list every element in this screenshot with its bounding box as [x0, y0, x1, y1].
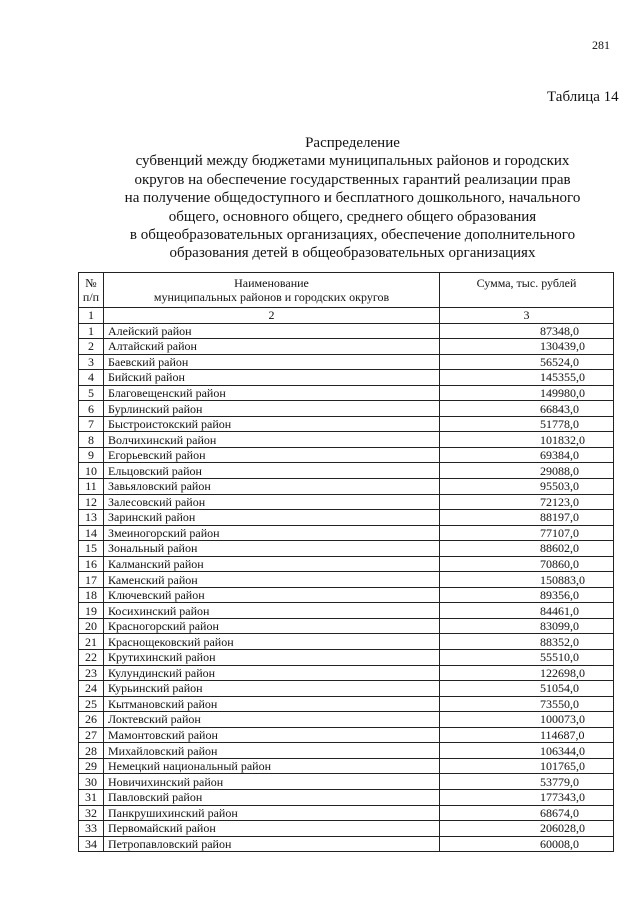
district-name-cell: Благовещенский район	[104, 385, 440, 401]
row-number-cell: 23	[79, 665, 104, 681]
table-row	[79, 618, 614, 634]
distribution-table	[78, 272, 614, 852]
table-row	[79, 354, 614, 370]
row-number-cell: 1	[79, 323, 104, 339]
district-name-cell: Калманский район	[104, 556, 440, 572]
sum-cell: 95503,0	[440, 479, 614, 495]
row-number-cell: 22	[79, 650, 104, 666]
row-number-cell: 4	[79, 370, 104, 386]
table-row	[79, 416, 614, 432]
row-number-cell: 5	[79, 385, 104, 401]
sum-cell: 66843,0	[440, 401, 614, 417]
sum-cell: 88602,0	[440, 541, 614, 557]
title-line: в общеобразовательных организациях, обеспечение дополнительного	[129, 227, 576, 244]
column-index-cell: 3	[440, 308, 614, 324]
header-number-line2: п/п	[82, 290, 100, 304]
sum-cell: 130439,0	[440, 339, 614, 355]
table-row	[79, 447, 614, 463]
district-name-cell: Бурлинский район	[104, 401, 440, 417]
sum-cell: 73550,0	[440, 696, 614, 712]
row-number-cell: 30	[79, 774, 104, 790]
district-name-cell: Краснощековский район	[104, 634, 440, 650]
row-number-cell: 33	[79, 821, 104, 837]
row-number-cell: 31	[79, 789, 104, 805]
column-index-cell: 2	[104, 308, 440, 324]
table-row	[79, 556, 614, 572]
table-row	[79, 494, 614, 510]
sum-cell: 70860,0	[440, 556, 614, 572]
sum-cell: 83099,0	[440, 618, 614, 634]
header-name-line2: муниципальных районов и городских округов	[153, 290, 390, 304]
sum-cell: 149980,0	[440, 385, 614, 401]
column-index-row	[79, 308, 614, 324]
district-name-cell: Алейский район	[104, 323, 440, 339]
row-number-cell: 6	[79, 401, 104, 417]
sum-cell: 89356,0	[440, 587, 614, 603]
row-number-cell: 21	[79, 634, 104, 650]
row-number-cell: 18	[79, 587, 104, 603]
sum-cell: 145355,0	[440, 370, 614, 386]
district-name-cell: Курьинский район	[104, 681, 440, 697]
title-line: округов на обеспечение государственных гарантий реализации прав	[134, 171, 571, 188]
district-name-cell: Баевский район	[104, 354, 440, 370]
table-row	[79, 479, 614, 495]
row-number-cell: 28	[79, 743, 104, 759]
table-row	[79, 821, 614, 837]
table-row	[79, 572, 614, 588]
sum-cell: 114687,0	[440, 727, 614, 743]
row-number-cell: 13	[79, 510, 104, 526]
table-row	[79, 401, 614, 417]
table-row	[79, 836, 614, 852]
sum-cell: 77107,0	[440, 525, 614, 541]
sum-cell: 87348,0	[440, 323, 614, 339]
table-row	[79, 385, 614, 401]
sum-cell: 51778,0	[440, 416, 614, 432]
sum-cell: 55510,0	[440, 650, 614, 666]
sum-cell: 101765,0	[440, 758, 614, 774]
district-name-cell: Мамонтовский район	[104, 727, 440, 743]
row-number-cell: 24	[79, 681, 104, 697]
row-number-cell: 3	[79, 354, 104, 370]
row-number-cell: 26	[79, 712, 104, 728]
row-number-cell: 17	[79, 572, 104, 588]
sum-cell: 60008,0	[440, 836, 614, 852]
row-number-cell: 7	[79, 416, 104, 432]
table-row	[79, 510, 614, 526]
table-row	[79, 743, 614, 759]
table-row	[79, 681, 614, 697]
table-row	[79, 339, 614, 355]
sum-cell: 51054,0	[440, 681, 614, 697]
district-name-cell: Завьяловский район	[104, 479, 440, 495]
district-name-cell: Алтайский район	[104, 339, 440, 355]
district-name-cell: Красногорский район	[104, 618, 440, 634]
sum-cell: 100073,0	[440, 712, 614, 728]
district-name-cell: Крутихинский район	[104, 650, 440, 666]
table-row	[79, 665, 614, 681]
header-sum: Сумма, тыс. рублей	[440, 273, 614, 308]
document-title	[80, 134, 625, 263]
district-name-cell: Кулундинский район	[104, 665, 440, 681]
table-row	[79, 696, 614, 712]
row-number-cell: 20	[79, 618, 104, 634]
table-header-row	[79, 273, 614, 308]
district-name-cell: Михайловский район	[104, 743, 440, 759]
table-row	[79, 789, 614, 805]
table-row	[79, 370, 614, 386]
district-name-cell: Новичихинский район	[104, 774, 440, 790]
row-number-cell: 14	[79, 525, 104, 541]
district-name-cell: Змеиногорский район	[104, 525, 440, 541]
sum-cell: 177343,0	[440, 789, 614, 805]
row-number-cell: 19	[79, 603, 104, 619]
table-row	[79, 587, 614, 603]
page-number: 281	[592, 38, 610, 52]
table-row	[79, 463, 614, 479]
district-name-cell: Заринский район	[104, 510, 440, 526]
table-row	[79, 323, 614, 339]
sum-cell: 29088,0	[440, 463, 614, 479]
row-number-cell: 8	[79, 432, 104, 448]
sum-cell: 122698,0	[440, 665, 614, 681]
district-name-cell: Косихинский район	[104, 603, 440, 619]
table-label: Таблица 14	[547, 89, 619, 105]
district-name-cell: Волчихинский район	[104, 432, 440, 448]
table-row	[79, 712, 614, 728]
header-name-line1: Наименование	[234, 276, 309, 290]
table-row	[79, 650, 614, 666]
sum-cell: 101832,0	[440, 432, 614, 448]
row-number-cell: 10	[79, 463, 104, 479]
table-row	[79, 634, 614, 650]
district-name-cell: Каменский район	[104, 572, 440, 588]
district-name-cell: Локтевский район	[104, 712, 440, 728]
column-index-cell: 1	[79, 308, 104, 324]
sum-cell: 88197,0	[440, 510, 614, 526]
sum-cell: 72123,0	[440, 494, 614, 510]
sum-cell: 68674,0	[440, 805, 614, 821]
sum-cell: 88352,0	[440, 634, 614, 650]
row-number-cell: 11	[79, 479, 104, 495]
row-number-cell: 15	[79, 541, 104, 557]
table-row	[79, 525, 614, 541]
district-name-cell: Залесовский район	[104, 494, 440, 510]
district-name-cell: Быстроистокский район	[104, 416, 440, 432]
row-number-cell: 2	[79, 339, 104, 355]
district-name-cell: Панкрушихинский район	[104, 805, 440, 821]
row-number-cell: 25	[79, 696, 104, 712]
sum-cell: 56524,0	[440, 354, 614, 370]
row-number-cell: 32	[79, 805, 104, 821]
row-number-cell: 29	[79, 758, 104, 774]
title-line: образования детей в общеобразовательных организациях	[169, 245, 536, 262]
row-number-cell: 12	[79, 494, 104, 510]
sum-cell: 106344,0	[440, 743, 614, 759]
title-line: субвенций между бюджетами муниципальных районов и городских	[135, 153, 570, 170]
district-name-cell: Зональный район	[104, 541, 440, 557]
sum-cell: 206028,0	[440, 821, 614, 837]
sum-cell: 150883,0	[440, 572, 614, 588]
district-name-cell: Ельцовский район	[104, 463, 440, 479]
title-line: на получение общедоступного и бесплатного дошкольного, начального	[124, 190, 581, 207]
title-line: Распределение	[305, 135, 400, 151]
header-number	[79, 273, 104, 308]
header-name	[104, 273, 440, 308]
row-number-cell: 34	[79, 836, 104, 852]
district-name-cell: Павловский район	[104, 789, 440, 805]
sum-cell: 69384,0	[440, 447, 614, 463]
district-name-cell: Петропавловский район	[104, 836, 440, 852]
row-number-cell: 16	[79, 556, 104, 572]
table-row	[79, 727, 614, 743]
table-row	[79, 805, 614, 821]
table-row	[79, 541, 614, 557]
title-line: общего, основного общего, среднего общего образования	[168, 208, 537, 225]
district-name-cell: Немецкий национальный район	[104, 758, 440, 774]
sum-cell: 53779,0	[440, 774, 614, 790]
district-name-cell: Егорьевский район	[104, 447, 440, 463]
table-row	[79, 432, 614, 448]
table-row	[79, 603, 614, 619]
district-name-cell: Бийский район	[104, 370, 440, 386]
row-number-cell: 27	[79, 727, 104, 743]
district-name-cell: Кытмановский район	[104, 696, 440, 712]
district-name-cell: Первомайский район	[104, 821, 440, 837]
table-row	[79, 774, 614, 790]
district-name-cell: Ключевский район	[104, 587, 440, 603]
table-row	[79, 758, 614, 774]
header-number-line1: №	[85, 276, 97, 290]
row-number-cell: 9	[79, 447, 104, 463]
sum-cell: 84461,0	[440, 603, 614, 619]
